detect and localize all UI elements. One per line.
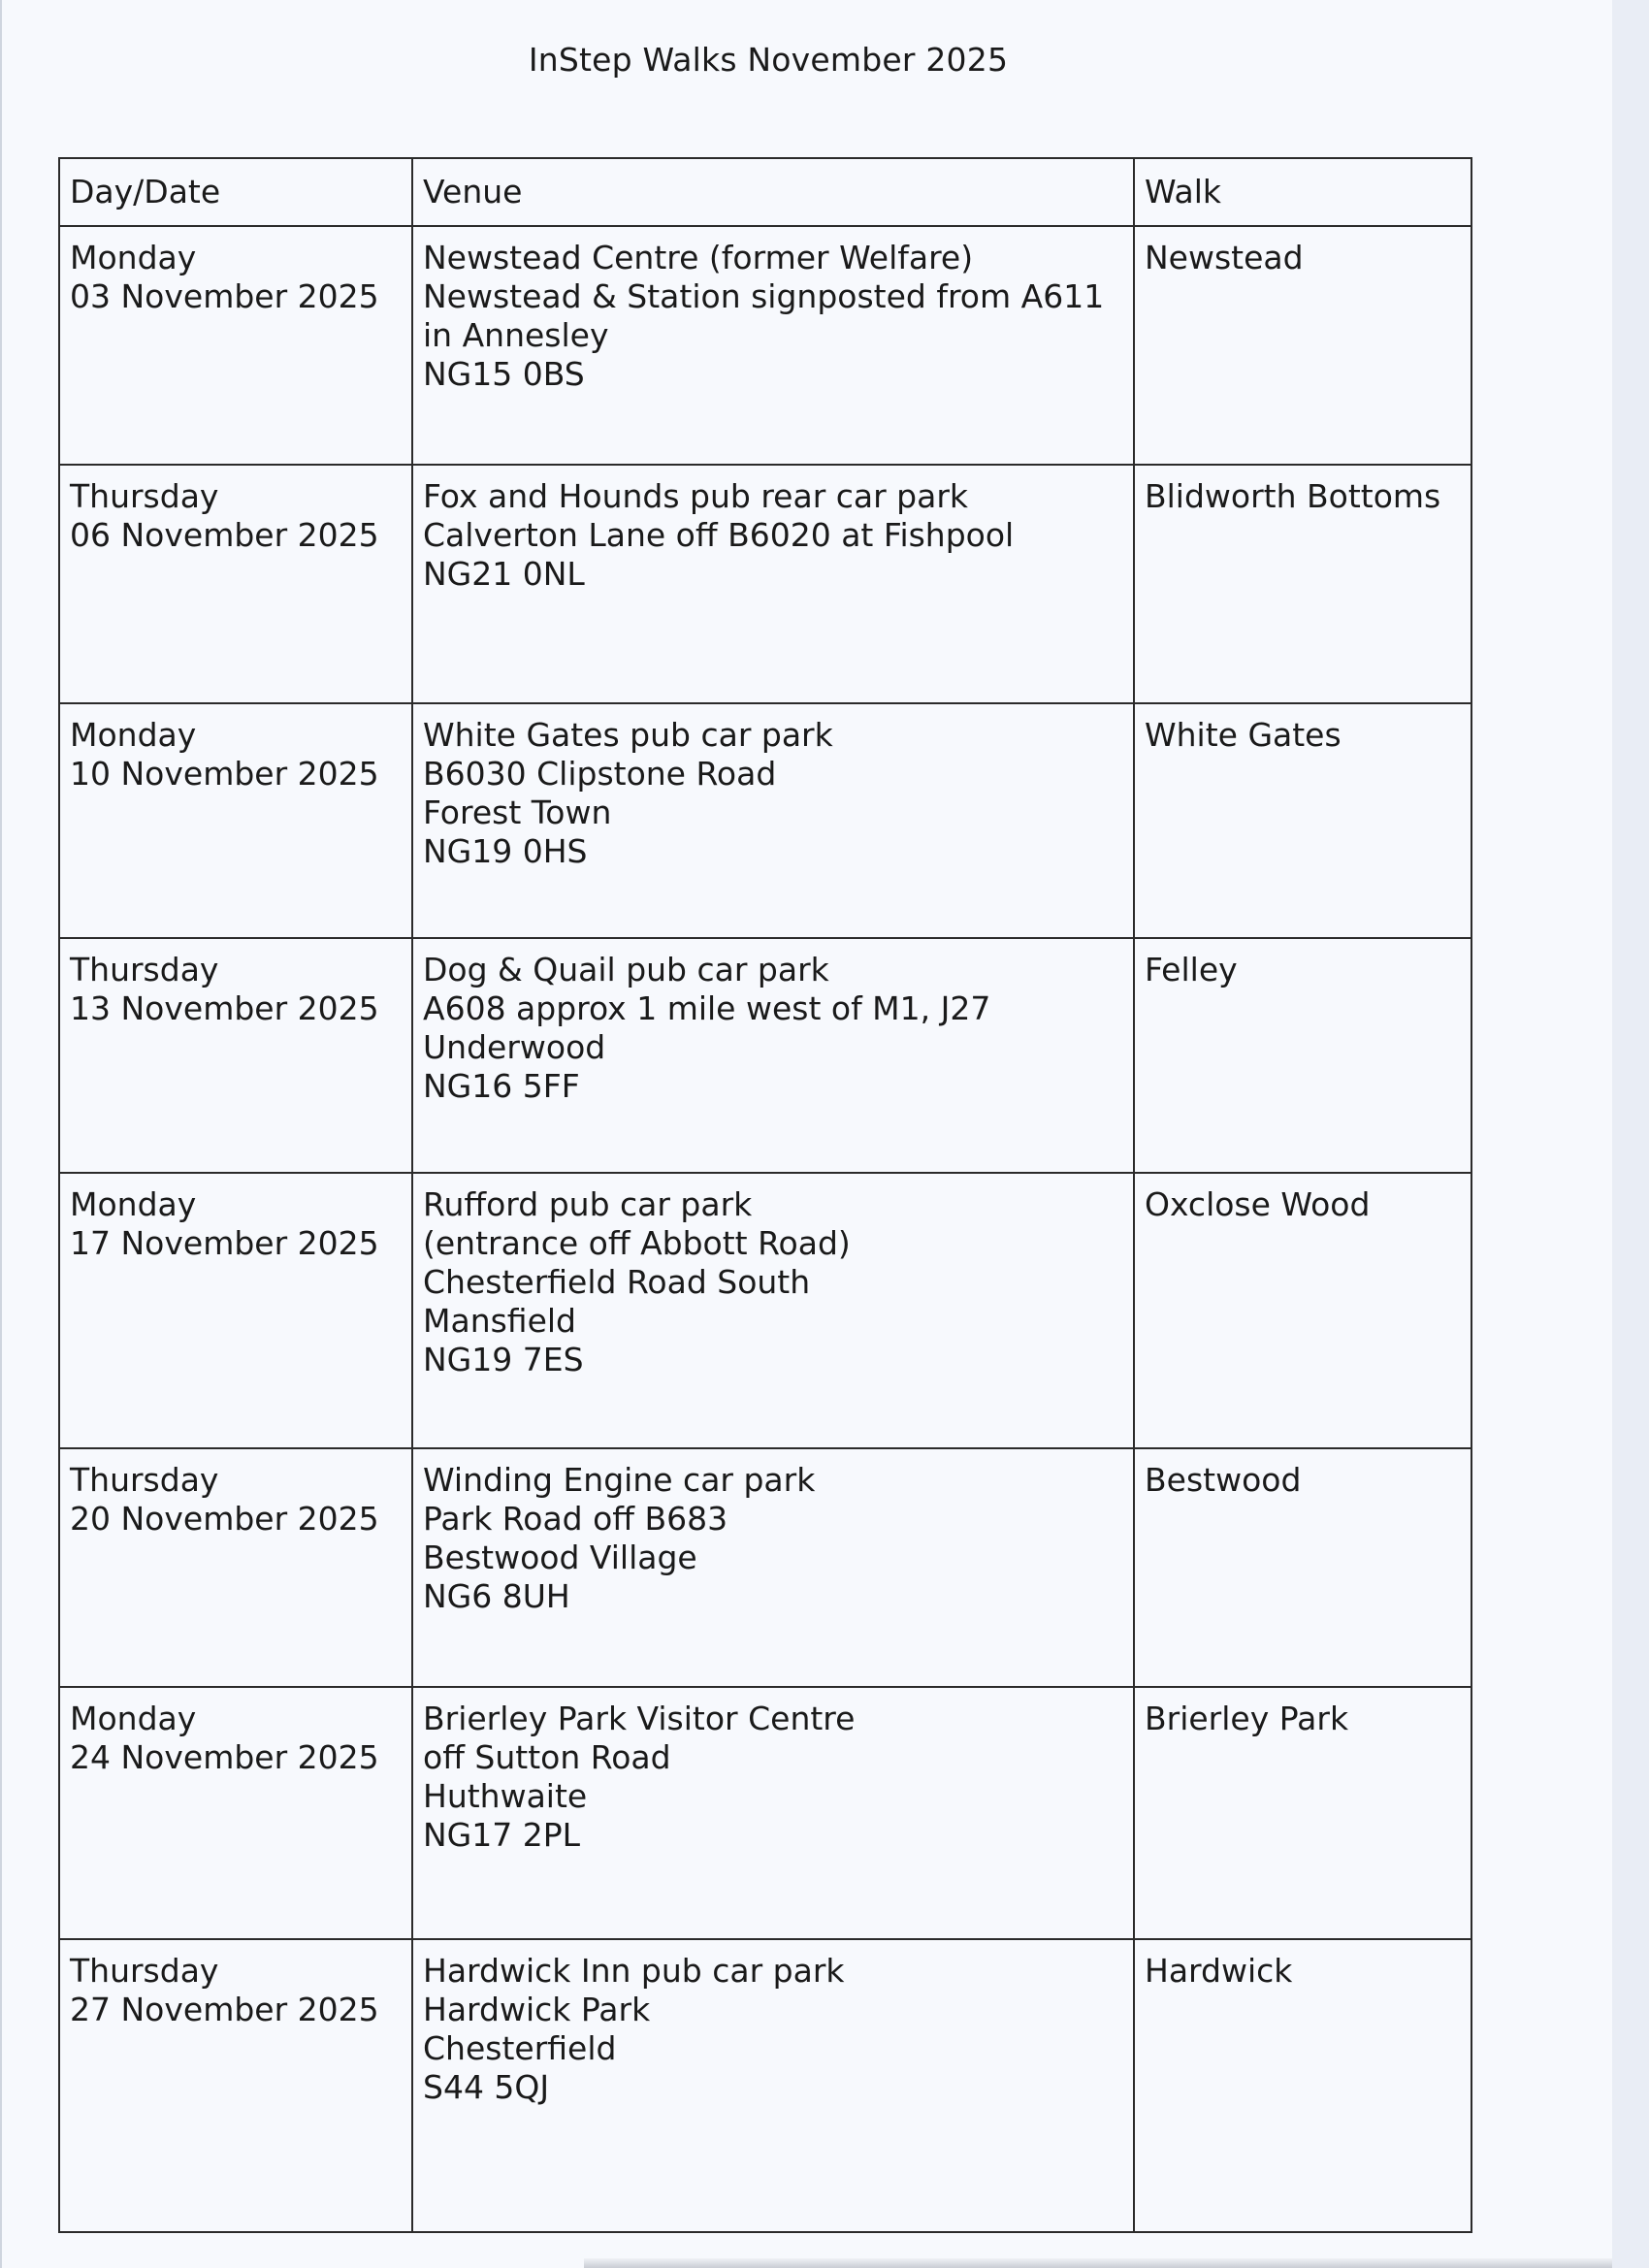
venue-line: Rufford pub car park xyxy=(423,1185,753,1223)
walk-name: White Gates xyxy=(1145,716,1342,754)
venue-line: Bestwood Village xyxy=(423,1539,697,1576)
venue-line: Fox and Hounds pub rear car park xyxy=(423,477,969,515)
cell-venue xyxy=(412,1173,1134,1448)
venue-line: Newstead & Station signposted from A611 xyxy=(423,277,1105,315)
venue-line: Underwood xyxy=(423,1028,606,1066)
header-walk: Walk xyxy=(1134,158,1471,226)
venue-line: S44 5QJ xyxy=(423,2068,550,2106)
walk-name: Newstead xyxy=(1145,239,1304,276)
cell-venue xyxy=(412,1448,1134,1687)
table-row xyxy=(59,1448,1471,1687)
cell-walk xyxy=(1134,1448,1471,1687)
walk-name: Bestwood xyxy=(1145,1461,1302,1499)
walk-date: 27 November 2025 xyxy=(70,1991,379,2028)
table-row xyxy=(59,1687,1471,1939)
walk-date: 17 November 2025 xyxy=(70,1224,379,1262)
cell-day-date xyxy=(59,1687,412,1939)
venue-line: in Annesley xyxy=(423,316,609,354)
cell-venue xyxy=(412,1939,1134,2232)
walk-date: 24 November 2025 xyxy=(70,1738,379,1776)
walk-date: 13 November 2025 xyxy=(70,989,379,1027)
day-name: Thursday xyxy=(70,477,219,515)
walk-name: Brierley Park xyxy=(1145,1700,1349,1737)
cell-day-date xyxy=(59,938,412,1173)
cell-day-date xyxy=(59,226,412,465)
cell-venue xyxy=(412,1687,1134,1939)
venue-line: Dog & Quail pub car park xyxy=(423,951,829,988)
walk-name: Blidworth Bottoms xyxy=(1145,477,1441,515)
venue-line: Forest Town xyxy=(423,794,612,831)
venue-line: Newstead Centre (former Welfare) xyxy=(423,239,974,276)
header-day-date: Day/Date xyxy=(59,158,412,226)
cell-walk xyxy=(1134,938,1471,1173)
cell-walk xyxy=(1134,465,1471,703)
cell-venue xyxy=(412,938,1134,1173)
day-name: Monday xyxy=(70,1185,197,1223)
venue-line: B6030 Clipstone Road xyxy=(423,755,777,793)
venue-line: off Sutton Road xyxy=(423,1738,671,1776)
venue-line: Huthwaite xyxy=(423,1777,588,1815)
walk-name: Oxclose Wood xyxy=(1145,1185,1371,1223)
day-name: Thursday xyxy=(70,1952,219,1990)
venue-line: NG21 0NL xyxy=(423,555,585,593)
cell-day-date xyxy=(59,1939,412,2232)
venue-line: NG19 7ES xyxy=(423,1341,584,1378)
walks-table xyxy=(58,157,1472,2233)
cell-walk xyxy=(1134,1173,1471,1448)
cell-day-date xyxy=(59,1448,412,1687)
venue-line: NG16 5FF xyxy=(423,1067,580,1105)
walk-name: Hardwick xyxy=(1145,1952,1293,1990)
venue-line: NG19 0HS xyxy=(423,832,588,870)
cell-day-date xyxy=(59,465,412,703)
venue-line: Hardwick Park xyxy=(423,1991,651,2028)
page-title: InStep Walks November 2025 xyxy=(528,41,1009,79)
walks-table-body xyxy=(59,226,1471,2232)
venue-line: A608 approx 1 mile west of M1, J27 xyxy=(423,989,991,1027)
cell-walk xyxy=(1134,226,1471,465)
venue-line: NG6 8UH xyxy=(423,1577,570,1615)
day-name: Monday xyxy=(70,239,197,276)
walk-name: Felley xyxy=(1145,951,1238,988)
walk-date: 06 November 2025 xyxy=(70,516,379,554)
venue-line: Winding Engine car park xyxy=(423,1461,816,1499)
cell-walk xyxy=(1134,703,1471,938)
table-row xyxy=(59,703,1471,938)
venue-line: NG17 2PL xyxy=(423,1816,581,1854)
walk-date: 10 November 2025 xyxy=(70,755,379,793)
cell-walk xyxy=(1134,1687,1471,1939)
venue-line: (entrance off Abbott Road) xyxy=(423,1224,851,1262)
venue-line: Hardwick Inn pub car park xyxy=(423,1952,845,1990)
venue-line: Chesterfield xyxy=(423,2029,617,2067)
venue-line: Brierley Park Visitor Centre xyxy=(423,1700,856,1737)
day-name: Monday xyxy=(70,716,197,754)
table-row xyxy=(59,938,1471,1173)
venue-line: Chesterfield Road South xyxy=(423,1263,811,1301)
cell-venue xyxy=(412,703,1134,938)
cell-day-date xyxy=(59,703,412,938)
venue-line: White Gates pub car park xyxy=(423,716,833,754)
walk-date: 03 November 2025 xyxy=(70,277,379,315)
table-row xyxy=(59,1173,1471,1448)
table-row xyxy=(59,465,1471,703)
venue-line: Calverton Lane off B6020 at Fishpool xyxy=(423,516,1015,554)
cell-venue xyxy=(412,226,1134,465)
day-name: Thursday xyxy=(70,1461,219,1499)
venue-line: NG15 0BS xyxy=(423,355,585,393)
header-venue: Venue xyxy=(412,158,1134,226)
cell-day-date xyxy=(59,1173,412,1448)
venue-line: Mansfield xyxy=(423,1302,577,1340)
cell-walk xyxy=(1134,1939,1471,2232)
day-name: Monday xyxy=(70,1700,197,1737)
table-row xyxy=(59,226,1471,465)
table-row xyxy=(59,1939,1471,2232)
walk-date: 20 November 2025 xyxy=(70,1500,379,1538)
venue-line: Park Road off B683 xyxy=(423,1500,728,1538)
table-header-row xyxy=(59,158,1471,226)
cell-venue xyxy=(412,465,1134,703)
scan-edge-shadow xyxy=(584,2258,1612,2268)
day-name: Thursday xyxy=(70,951,219,988)
